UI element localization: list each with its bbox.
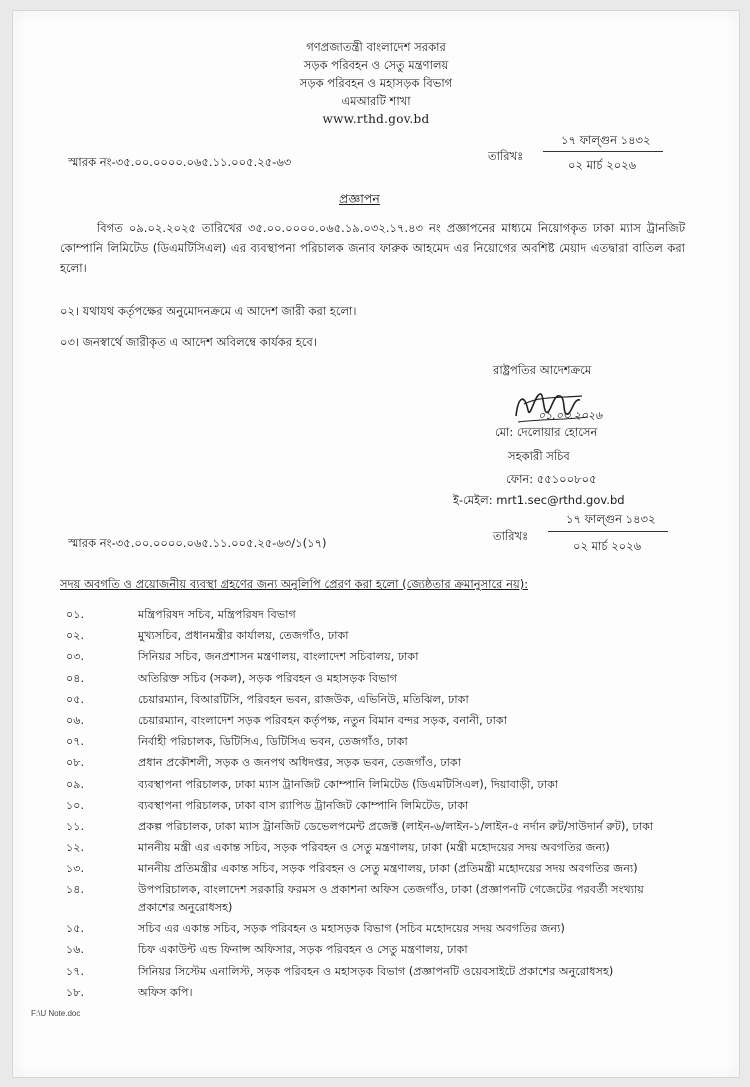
- list-item-number: ০৭.: [66, 735, 85, 749]
- list-item-text: চেয়ারম্যান, বাংলাদেশ সড়ক পরিবহন কর্তৃপক্ষ, নতুন বিমান বন্দর সড়ক, বনানী, ঢাকা: [138, 713, 507, 727]
- list-item: [60, 860, 680, 878]
- list-item: [60, 733, 680, 751]
- list-item: [60, 712, 680, 730]
- signatory-name: মো: দেলোয়ার হোসেন: [495, 425, 598, 439]
- list-item: [60, 691, 680, 709]
- date-english-copy: ০২ মার্চ ২০২৬: [573, 539, 642, 553]
- date-bangla-copy: ১৭ ফাল্গুন ১৪৩২: [566, 512, 656, 526]
- memo-reference-copy: স্মারক নং-৩৫.০০.০০০০.০৬৫.১১.০০৫.২৫-৬৩/১(১৭): [68, 536, 327, 550]
- body-paragraph-1: বিগত ০৯.০২.২০২৫ তারিখের ৩৫.০০.০০০০.০৬৫.১৯.০৩২.১৭.৪৩ নং প্রজ্ঞাপনের মাধ্যমে নিয়োগকৃত ঢাকা ম্যাস ট্রানজিট কোম্পানি লিমিটেড (ডিএমটিসিএল) এর ব্যবস্থাপনা পরিচালক জনাব ফারুক আহমেদ এর নিয়োগের অবশিষ্ট মেয়াদ এতদ্বারা বাতিল করা হলো।: [60, 221, 685, 275]
- list-item: [60, 627, 680, 645]
- list-item-number: ১৫.: [66, 922, 85, 936]
- list-item: [60, 920, 680, 938]
- list-item-text: চিফ একাউন্ট এন্ড ফিনান্স অফিসার, সড়ক পরিবহন ও সেতু মন্ত্রণালয়, ঢাকা: [138, 943, 468, 957]
- date-english: ০২ মার্চ ২০২৬: [568, 158, 637, 172]
- copy-distribution-heading: সদয় অবগতি ও প্রয়োজনীয় ব্যবস্থা গ্রহণের জন্য অনুলিপি প্রেরণ করা হলো (জ্যেষ্ঠতার ক্রমানুসারে নয়):: [60, 577, 529, 591]
- list-item: [60, 839, 680, 857]
- list-item: [60, 648, 680, 666]
- list-item-text: মাননীয় প্রতিমন্ত্রীর একান্ত সচিব, সড়ক পরিবহন ও সেতু মন্ত্রণালয়, ঢাকা (প্রতিমন্ত্রী মহোদয়ের সদয় অবগতির জন্য): [138, 862, 638, 876]
- list-item-text: প্রধান প্রকৌশলী, সড়ক ও জনপথ অধিদপ্তর, সড়ক ভবন, তেজগাঁও, ঢাকা: [138, 756, 461, 770]
- list-item-number: ০৮.: [66, 756, 85, 770]
- signatory-email[interactable]: ই-মেইল: mrt1.sec@rthd.gov.bd: [453, 493, 625, 507]
- date-divider-copy: [548, 531, 668, 532]
- list-item-number: ০৫.: [66, 692, 85, 706]
- division-name: সড়ক পরিবহন ও মহাসড়ক বিভাগ: [299, 76, 453, 90]
- list-item-number: ০৩.: [66, 650, 85, 664]
- list-item-text: নির্বাহী পরিচালক, ডিটিসিএ, ডিটিসিএ ভবন, তেজগাঁও, ঢাকা: [138, 735, 408, 749]
- list-item: [60, 606, 680, 624]
- list-item-number: ১০.: [66, 798, 85, 812]
- signatory-phone: ফোন: ৫৫১০০৮০৫: [506, 472, 597, 486]
- signature-date: ০১.০৩.২০২৬: [538, 409, 603, 422]
- list-item-number: ১১.: [66, 819, 85, 833]
- list-item-text: ব্যবস্থাপনা পরিচালক, ঢাকা বাস র‍্যাপিড ট্রানজিট কোম্পানি লিমিটেড, ঢাকা: [138, 798, 469, 812]
- copy-distribution-list: [60, 606, 680, 1005]
- list-item: [60, 754, 680, 772]
- body-paragraph-3: ০৩। জনস্বার্থে জারীকৃত এ আদেশ অবিলম্বে কার্যকর হবে।: [60, 335, 317, 349]
- list-item-text: অতিরিক্ত সচিব (সকল), সড়ক পরিবহন ও মহাসড়ক বিভাগ: [138, 671, 398, 685]
- list-item-text: মাননীয় মন্ত্রী এর একান্ত সচিব, সড়ক পরিবহন ও সেতু মন্ত্রণালয়, ঢাকা (মন্ত্রী মহোদয়ের সদয় অবগতির জন্য): [138, 841, 610, 855]
- date-divider: [543, 151, 663, 152]
- list-item-number: ১২.: [66, 841, 85, 855]
- document-title: প্রজ্ঞাপন: [339, 191, 380, 206]
- list-item-text: মন্ত্রিপরিষদ সচিব, মন্ত্রিপরিষদ বিভাগ: [138, 608, 296, 621]
- list-item-number: ১৮.: [66, 985, 85, 999]
- govt-name: গণপ্রজাতন্ত্রী বাংলাদেশ সরকার: [306, 40, 446, 54]
- list-item-number: ০১.: [66, 608, 85, 621]
- list-item-text: উপপরিচালক, বাংলাদেশ সরকারি ফরমস ও প্রকাশনা অফিস তেজগাঁও, ঢাকা (প্রজ্ঞাপনটি গেজেটের পরবর্তী সংখ্যায় প্রকাশের অনুরোধসহ): [138, 883, 644, 915]
- list-item-text: প্রকল্প পরিচালক, ঢাকা ম্যাস ট্রানজিট ডেভেলপমেন্ট প্রজেক্ট (লাইন-৬/লাইন-১/লাইন-৫ নর্দান রুট/সাউদার্ন রুট), ঢাকা: [138, 819, 654, 833]
- list-item: [60, 881, 680, 916]
- list-item: [60, 797, 680, 815]
- list-item-text: ব্যবস্থাপনা পরিচালক, ঢাকা ম্যাস ট্রানজিট কোম্পানি লিমিটেড (ডিএমটিসিএল), দিয়াবাড়ী, ঢাকা: [138, 777, 559, 791]
- date-label-copy: তারিখঃ: [493, 529, 529, 543]
- list-item-text: সচিব এর একান্ত সচিব, সড়ক পরিবহন ও মহাসড়ক বিভাগ (সচিব মহোদয়ের সদয় অবগতির জন্য): [138, 922, 565, 936]
- list-item-text: চেয়ারম্যান, বিআরটিসি, পরিবহন ভবন, রাজউক, এভিনিউ, মতিঝিল, ঢাকা: [138, 692, 469, 706]
- date-label: তারিখঃ: [488, 149, 524, 163]
- ministry-name: সড়ক পরিবহন ও সেতু মন্ত্রণালয়: [303, 58, 449, 72]
- list-item: [60, 963, 680, 981]
- list-item: [60, 670, 680, 688]
- list-item-text: অফিস কপি।: [138, 985, 193, 999]
- list-item-text: মুখ্যসচিব, প্রধানমন্ত্রীর কার্যালয়, তেজগাঁও, ঢাকা: [138, 629, 349, 643]
- branch-name: এমআরটি শাখা: [341, 94, 411, 108]
- list-item-number: ০৯.: [66, 777, 85, 791]
- list-item: [60, 984, 680, 1002]
- signatory-designation: সহকারী সচিব: [508, 449, 570, 463]
- date-bangla: ১৭ ফাল্গুন ১৪৩২: [561, 133, 651, 147]
- list-item: [60, 941, 680, 959]
- list-item: [60, 776, 680, 794]
- body-paragraph-2: ০২। যথাযথ কর্তৃপক্ষের অনুমোদনক্রমে এ আদেশ জারী করা হলো।: [60, 304, 357, 318]
- list-item-number: ০৪.: [66, 671, 85, 685]
- letterhead: [13, 38, 739, 128]
- website-link[interactable]: www.rthd.gov.bd: [322, 112, 430, 126]
- file-path-footer: F:\U Note.doc: [31, 1009, 81, 1018]
- list-item-number: ১৬.: [66, 943, 85, 957]
- list-item-number: ১৩.: [66, 862, 85, 876]
- list-item-number: ০২.: [66, 629, 85, 643]
- document-page: [12, 10, 740, 1078]
- list-item: [60, 818, 680, 836]
- list-item-number: ০৬.: [66, 713, 85, 727]
- list-item-text: সিনিয়র সচিব, জনপ্রশাসন মন্ত্রণালয়, বাংলাদেশ সচিবালয়, ঢাকা: [138, 650, 419, 664]
- memo-reference: স্মারক নং-৩৫.০০.০০০০.০৬৫.১১.০০৫.২৫-৬৩: [68, 155, 292, 169]
- list-item-number: ১৭.: [66, 964, 85, 978]
- list-item-text: সিনিয়র সিস্টেম এনালিস্ট, সড়ক পরিবহন ও মহাসড়ক বিভাগ (প্রজ্ঞাপনটি ওয়েবসাইটে প্রকাশের অনুরোধসহ): [138, 964, 614, 978]
- by-order-text: রাষ্ট্রপতির আদেশক্রমে: [493, 363, 592, 377]
- list-item-number: ১৪.: [66, 883, 85, 897]
